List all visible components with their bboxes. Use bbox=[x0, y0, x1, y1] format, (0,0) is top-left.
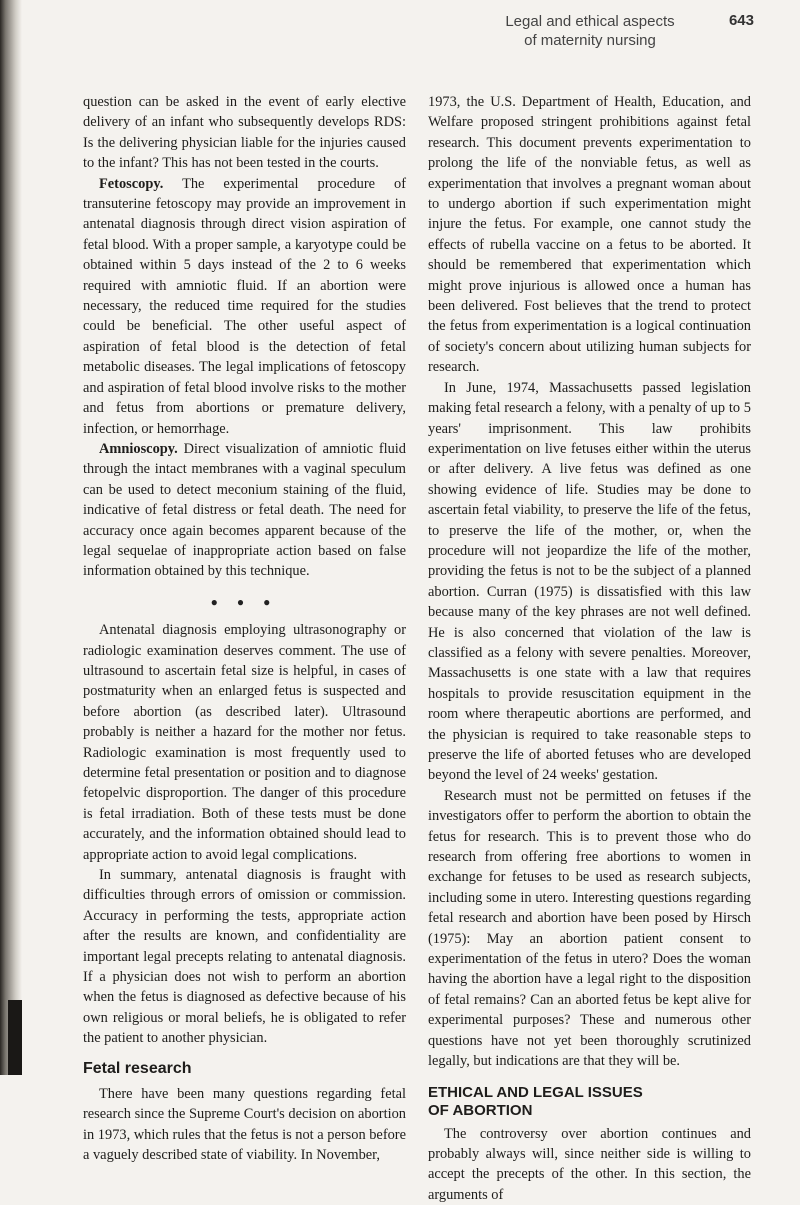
heading-line2: OF ABORTION bbox=[428, 1102, 532, 1119]
paragraph-summary: In summary, antenatal diagnosis is fraught with difficulties through errors of omission or commission. Accuracy in performing the tests, appropriate action after the results are known, and confidentiality are important legal precepts relating to antenatal diagnosis. If a physician does not wish to perform an abortion when the fetus is diagnosed as defective because of his own religious or moral beliefs, he is obligated to refer the patient to another physician. bbox=[83, 865, 406, 1049]
fetoscopy-label: Fetoscopy. bbox=[99, 176, 163, 192]
paragraph-hew-proposal: 1973, the U.S. Department of Health, Education, and Welfare proposed stringent prohibitions against fetal research. This document prevents experimentation to prolong the life of the nonviable fetus, as well as experimentation that involves a pregnant woman about to undergo abortion if such experimentation might injure the fetus. For example, one cannot study the effects of rubella vaccine on a fetus to be aborted. It should be remembered that experimentation which might prove injurious is allowed once a human has been delivered. Fost believes that the trend to protect the fetus from experimentation is a logical continuation of society's concern about utilizing human subjects for research. bbox=[428, 92, 751, 378]
page-number: 643 bbox=[729, 12, 754, 29]
left-column bbox=[83, 92, 406, 1165]
heading-line1: ETHICAL AND LEGAL ISSUES bbox=[428, 1084, 643, 1101]
running-head-line2: of maternity nursing bbox=[440, 31, 740, 50]
paragraph-abortion-controversy: The controversy over abortion continues and probably always will, since neither side is willing to accept the precepts of the other. In this section, the arguments of bbox=[428, 1124, 751, 1205]
heading-fetal-research: Fetal research bbox=[83, 1059, 406, 1078]
fetoscopy-text: The experimental procedure of transuterine fetoscopy may provide an improvement in antenatal diagnosis through direct vision aspiration of fetal blood. With a proper sample, a karyotype could be obtained within 5 days instead of the 2 to 6 weeks required with amniotic fluid. If an abortion were necessary, the reduced time required for the studies could be beneficial. The other useful aspect of aspiration of fetal blood is the detection of fetal metabolic diseases. The legal implications of fetoscopy and aspiration of fetal blood involve risks to the mother and fetus from abortions or premature delivery, infection, or hemorrhage. bbox=[83, 176, 406, 437]
amnioscopy-text: Direct visualization of amniotic fluid through the intact membranes with a vaginal speculum can be used to detect meconium staining of the fluid, indicative of fetal distress or fetal death. The need for accuracy once again becomes apparent because of the legal sequelae of inappropriate action based on false information obtained by this technique. bbox=[83, 441, 406, 579]
section-break-ornament: ● ● ● bbox=[83, 592, 406, 612]
right-column bbox=[428, 92, 751, 1205]
paragraph-fetal-research: There have been many questions regarding fetal research since the Supreme Court's decision on abortion in 1973, which rules that the fetus is not a person before a vaguely described state of viability. In November, bbox=[83, 1084, 406, 1166]
running-head-line1: Legal and ethical aspects bbox=[440, 12, 740, 31]
amnioscopy-label: Amnioscopy. bbox=[99, 441, 178, 457]
binding-mark bbox=[8, 1000, 22, 1075]
paragraph-massachusetts-law: In June, 1974, Massachusetts passed legislation making fetal research a felony, with a penalty of up to 5 years' imprisonment. This law prohibits experimentation on live fetuses either within the uterus or after delivery. A live fetus was defined as one showing evidence of life. Studies may be done to ascertain fetal viability, to preserve the life of the fetus, to preserve the life of the mother, or, when the procedure will not jeopardize the life of the mother, providing the fetus is not to be the subject of a planned abortion. Curran (1975) is dissatisfied with this law because many of the key phrases are not well defined. He is also concerned that violation of the law is classified as a felony with severe penalties. Moreover, Massachusetts is one state with a law that requires hospitals to provide resuscitation equipment in the room where therapeutic abortions are performed, and the physician is required to take reasonable steps to preserve the life of aborted fetuses who are developed beyond the level of 24 weeks' gestation. bbox=[428, 378, 751, 786]
binding-shadow bbox=[0, 0, 22, 1075]
heading-ethical-legal-abortion bbox=[428, 1084, 751, 1120]
paragraph-research-restrictions: Research must not be permitted on fetuses if the investigators offer to perform the abortion to obtain the fetus for research. This is to prevent those who do research from offering free abortions to women in exchange for fetuses to be used as research subjects, including some in utero. Interesting questions regarding fetal research and abortion have been posed by Hirsch (1975): May an abortion patient consent to experimentation of the fetus in utero? Does the woman having the abortion have a legal right to the disposition of fetal remains? Can an aborted fetus be kept alive for experimental purposes? These and numerous other questions have not yet been thoroughly scrutinized legally, but indications are that they will be. bbox=[428, 786, 751, 1072]
running-head bbox=[440, 12, 740, 50]
paragraph-antenatal-diagnosis: Antenatal diagnosis employing ultrasonography or radiologic examination deserves comment. The use of ultrasound to ascertain fetal size is helpful, in cases of postmaturity when an enlarged fetus is suspected and before abortion (as described later). Ultrasound probably is neither a hazard for the mother nor fetus. Radiologic examination is most frequently used to determine fetal presentation or position and to diagnose fetopelvic disproportion. The danger of this procedure is fetal irradiation. Both of these tests must be done accurately, and the information obtained should lead to appropriate action to avoid legal complications. bbox=[83, 620, 406, 865]
paragraph-rds-question: question can be asked in the event of early elective delivery of an infant who subsequently develops RDS: Is the delivering physician liable for the injuries caused to the infant? This has not been tested in the courts. bbox=[83, 92, 406, 174]
paragraph-fetoscopy bbox=[83, 174, 406, 439]
paragraph-amnioscopy bbox=[83, 439, 406, 582]
